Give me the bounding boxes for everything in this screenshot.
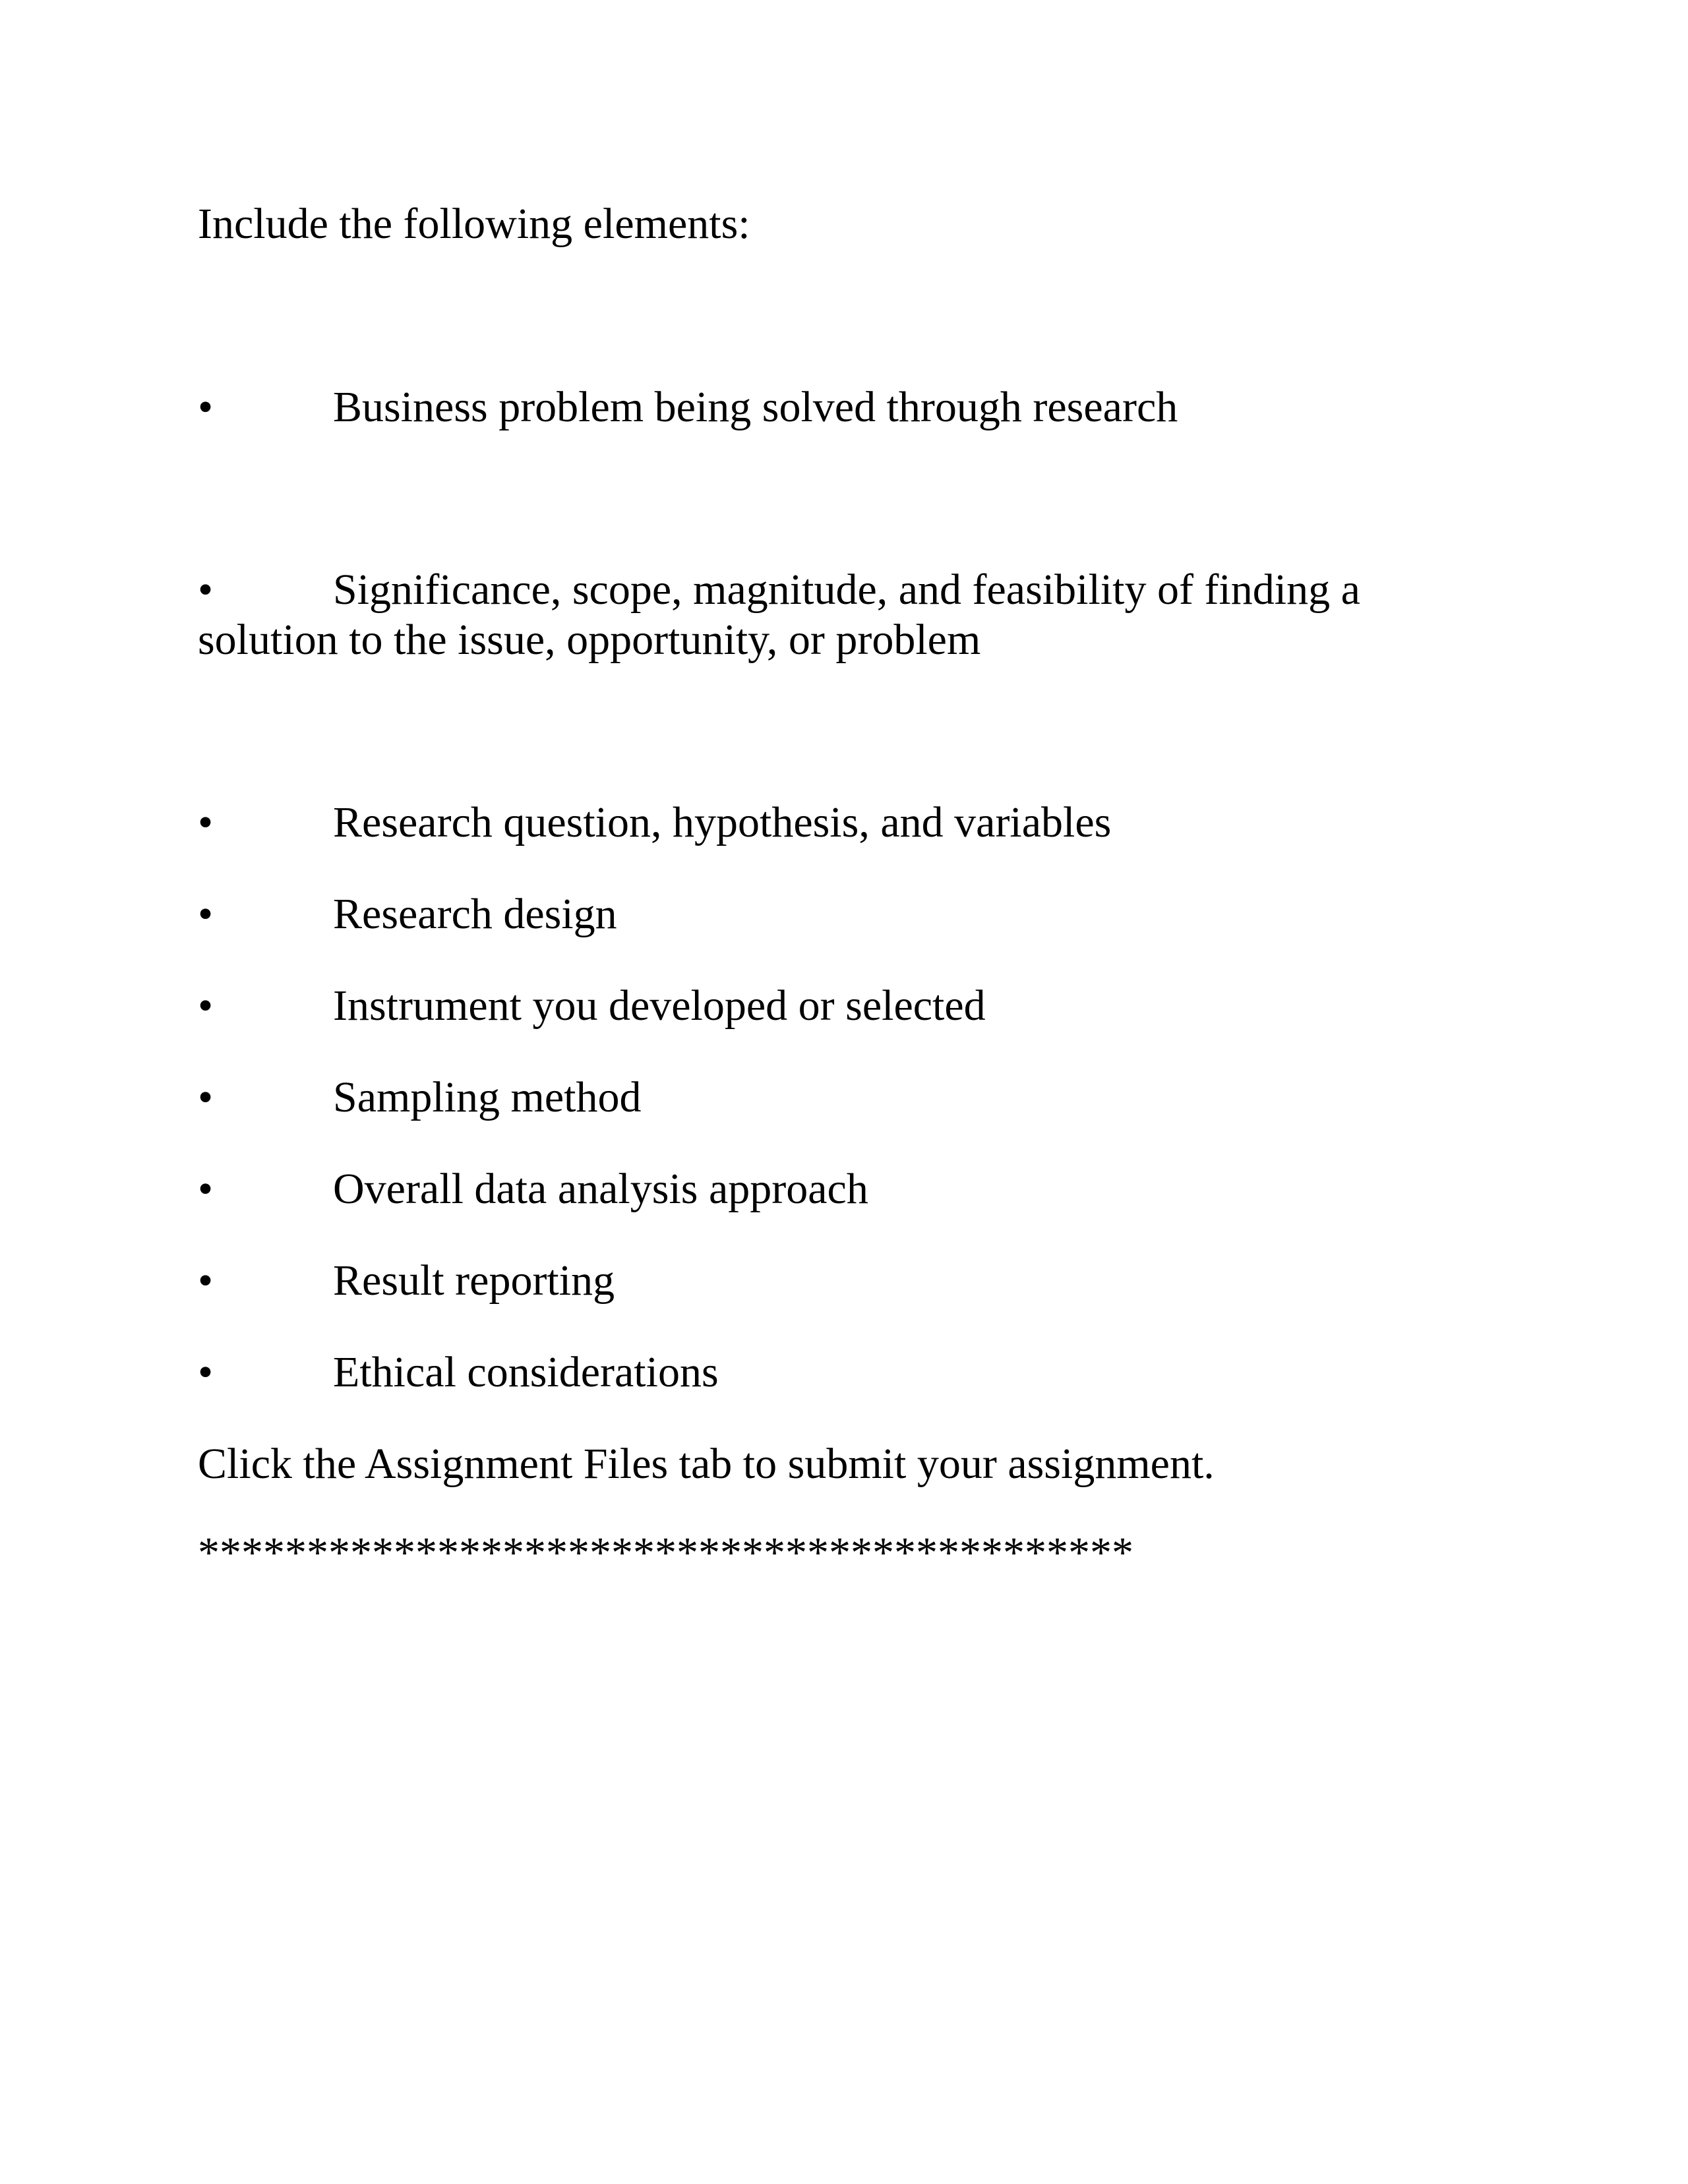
list-item bbox=[198, 798, 1517, 848]
list-item-text: Result reporting bbox=[333, 1256, 615, 1305]
list-item-text: Sampling method bbox=[333, 1073, 642, 1121]
bullet-icon: • bbox=[198, 1073, 214, 1121]
list-item-text: Ethical considerations bbox=[333, 1348, 719, 1396]
list-item-text: Business problem being solved through research bbox=[333, 383, 1178, 431]
list-item bbox=[198, 889, 1517, 939]
list-item bbox=[198, 382, 1517, 432]
bullet-icon: • bbox=[198, 1256, 214, 1305]
list-item-text: Significance, scope, magnitude, and feasibility of finding a solution to the issue, opportunity, or problem bbox=[198, 566, 1360, 664]
list-item-text: Instrument you developed or selected bbox=[333, 982, 986, 1030]
list-item bbox=[198, 1256, 1517, 1306]
separator-line: ******************************************* bbox=[198, 1529, 1133, 1577]
bullet-icon: • bbox=[198, 566, 214, 614]
bullet-icon: • bbox=[198, 890, 214, 938]
list-item bbox=[198, 565, 1464, 665]
list-item bbox=[198, 981, 1517, 1031]
bullet-icon: • bbox=[198, 383, 214, 431]
intro-text: Include the following elements: bbox=[198, 200, 750, 248]
list-item bbox=[198, 1073, 1517, 1123]
list-item-text: Research design bbox=[333, 890, 617, 938]
bullet-icon: • bbox=[198, 1348, 214, 1396]
list-item bbox=[198, 1164, 1517, 1214]
bullet-icon: • bbox=[198, 1165, 214, 1213]
list-item-text: Research question, hypothesis, and variables bbox=[333, 798, 1112, 846]
list-item bbox=[198, 1347, 1517, 1398]
bullet-icon: • bbox=[198, 798, 214, 846]
bullet-icon: • bbox=[198, 982, 214, 1030]
closing-instruction: Click the Assignment Files tab to submit your assignment. bbox=[198, 1440, 1215, 1488]
list-item-text: Overall data analysis approach bbox=[333, 1165, 868, 1213]
